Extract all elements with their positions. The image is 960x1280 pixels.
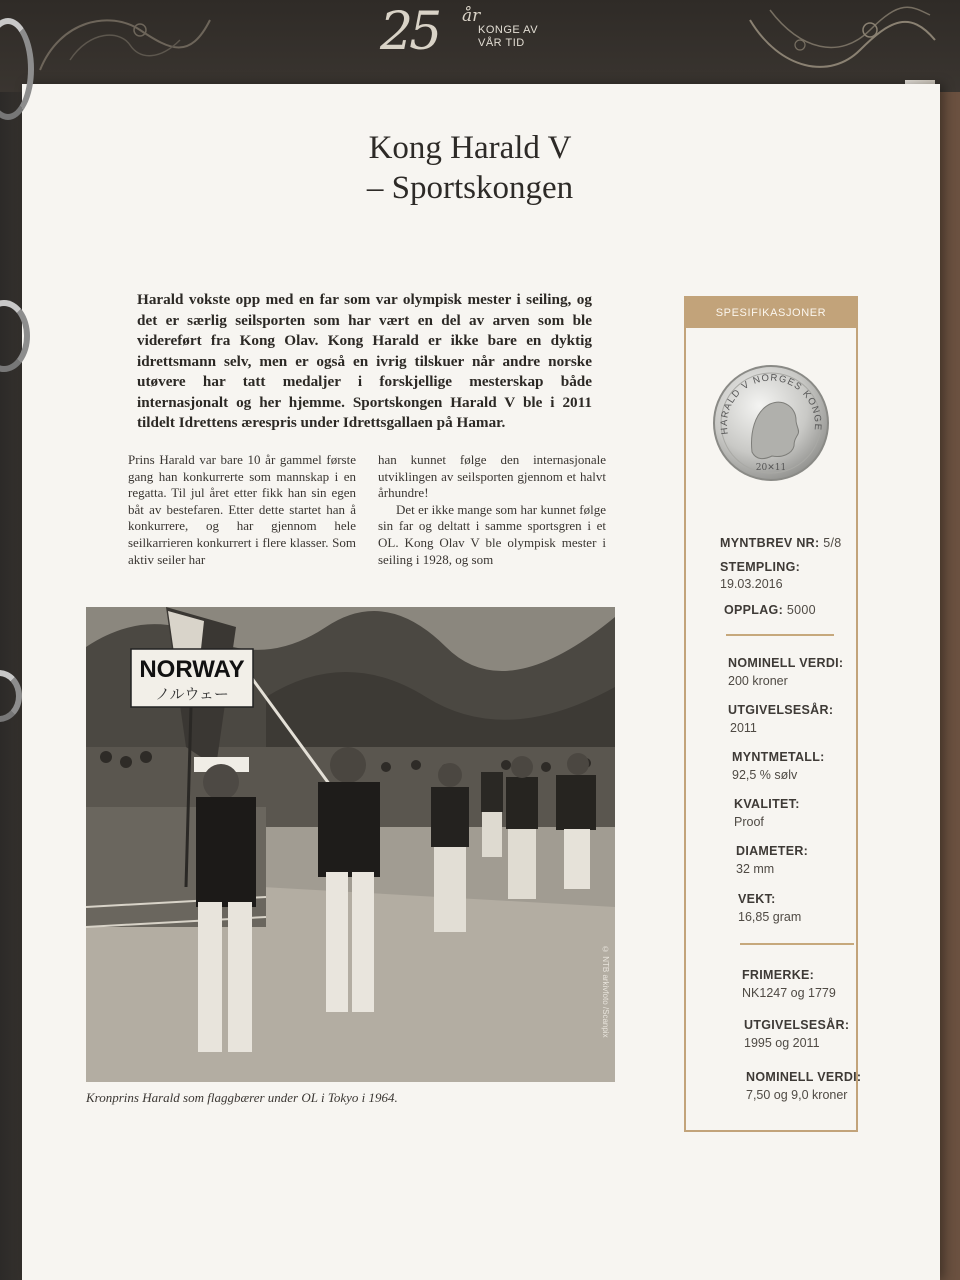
logo-line-2: VÅR TID <box>478 37 525 49</box>
spec-myntbrev-label: MYNTBREV NR: <box>720 536 820 550</box>
spec-opplag-label: OPPLAG: <box>724 603 784 617</box>
photo-credit: © NTB arkivfoto /Scanpix <box>601 945 610 1038</box>
spec-nominell2-value: 7,50 og 9,0 kroner <box>746 1088 848 1102</box>
spec-metall-label: MYNTMETALL: <box>732 750 825 764</box>
spec-vekt-label: VEKT: <box>738 892 776 906</box>
norway-sign-text: NORWAY <box>139 656 245 683</box>
olympic-photo <box>86 607 615 1082</box>
spec-diameter-value: 32 mm <box>736 862 775 876</box>
spec-nominell2-label: NOMINELL VERDI: <box>746 1070 862 1084</box>
body-column-2 <box>378 452 606 568</box>
spec-nominell-label: NOMINELL VERDI: <box>728 656 844 670</box>
spec-nominell-value: 200 kroner <box>728 674 788 688</box>
title-line-1: Kong Harald V <box>368 130 572 166</box>
coin-image <box>712 364 830 482</box>
specifications-panel <box>684 296 862 1132</box>
spec-utgivelse2-label: UTGIVELSESÅR: <box>744 1018 850 1032</box>
right-swirl-ornament <box>740 0 940 90</box>
specifications-header: SPESIFIKASJONER <box>686 298 856 328</box>
body-paragraph: han kunnet følge den internasjonale utviklingen av seilsporten gjennom et halvt århundre! <box>378 452 606 501</box>
logo-ar: år <box>462 6 481 26</box>
spec-myntbrev-value: 5/8 <box>823 536 842 550</box>
photo-caption: Kronprins Harald som flaggbærer under OL i Tokyo i 1964. <box>86 1090 398 1105</box>
norway-sign-katakana: ノルウェー <box>155 685 229 703</box>
spec-divider <box>726 634 834 636</box>
header-band <box>0 0 960 92</box>
body-column-1 <box>128 452 356 568</box>
spec-diameter-label: DIAMETER: <box>736 844 809 858</box>
intro-paragraph: Harald vokste opp med en far som var olympisk mester i seiling, og det er særlig seilsporten som har vært en del av arven som ble videreført fra Kong Olav. Kong Harald er ikke bare en dyktig idrettsmann selv, men er også en ivrig tilskuer når andre norske utøvere har tatt medaljer i forskjellige mesterskap både internasjonalt og her hjemme. Sportskongen Harald V ble i 2011 tildelt Idrettens ærespris under Idrettsgallaen på Hamar. <box>137 291 592 431</box>
spec-myntbrev <box>720 536 842 550</box>
spec-kvalitet-value: Proof <box>734 815 764 829</box>
left-swirl-ornament <box>30 0 220 80</box>
coin-legend: HARALD V NORGES KONGE <box>718 372 824 436</box>
spec-vekt-value: 16,85 gram <box>738 910 802 924</box>
spec-stempling-label: STEMPLING: <box>720 560 801 574</box>
spec-kvalitet-label: KVALITET: <box>734 797 800 811</box>
body-paragraph: Prins Harald var bare 10 år gammel første gang han konkurrerte som mannskap i en regatta. Til jul året etter fikk han sin egen båt av bestefaren. Etter dette startet han å konkurrere, og har gjennom hele seilkarrieren konkurrert i flere klasser. Som aktiv seiler har <box>128 452 356 567</box>
photo-illustration <box>86 607 615 1082</box>
coin-year: 20✕11 <box>755 463 787 473</box>
spec-stempling-value: 19.03.2016 <box>720 577 783 591</box>
spec-divider <box>740 943 854 945</box>
title-line-2: – Sportskongen <box>366 170 574 206</box>
spec-metall-value: 92,5 % sølv <box>732 768 798 782</box>
logo-number: 25 <box>380 2 439 62</box>
spec-utgivelse-label: UTGIVELSESÅR: <box>728 703 834 717</box>
spec-utgivelse-value: 2011 <box>730 721 757 735</box>
logo-line-1: KONGE AV <box>478 24 539 36</box>
anniversary-logo <box>380 2 539 68</box>
spec-frimerke-value: NK1247 og 1779 <box>742 986 836 1000</box>
spec-opplag <box>724 603 816 617</box>
page-title <box>290 128 650 208</box>
spec-opplag-value: 5000 <box>786 603 816 617</box>
spec-utgivelse2-value: 1995 og 2011 <box>744 1036 820 1050</box>
body-paragraph: Det er ikke mange som har kunnet følge sin far og deltatt i samme sportsgren i et OL. Kong Olav V ble olympisk mester i seiling i 1928, og som <box>378 501 606 567</box>
spec-frimerke-label: FRIMERKE: <box>742 968 815 982</box>
